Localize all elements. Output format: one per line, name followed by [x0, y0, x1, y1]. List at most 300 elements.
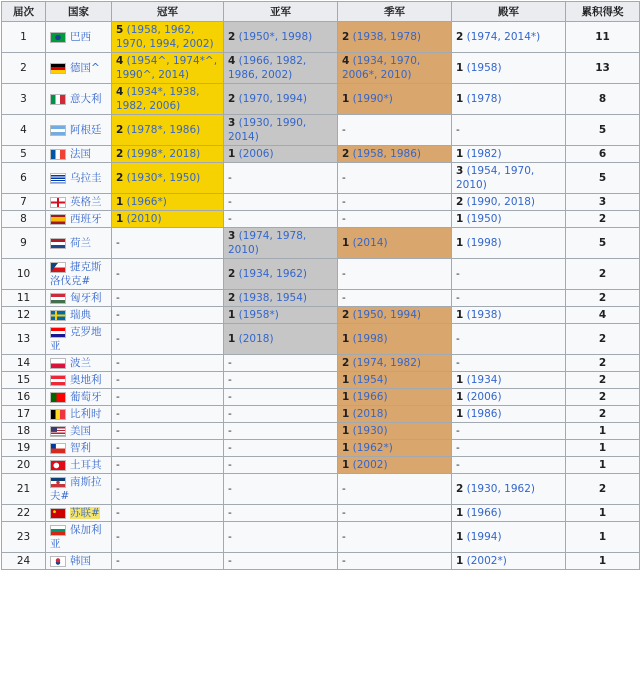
edition-number: 13	[16, 333, 31, 345]
champion-years[interactable]: (1954^, 1974*^, 1990^, 2014)	[116, 55, 218, 81]
country-link[interactable]: 克罗地亚	[50, 326, 102, 352]
argentina-flag-icon	[50, 125, 66, 136]
third-cell	[338, 146, 452, 163]
runner-up-years[interactable]: (1974, 1978, 2010)	[228, 230, 307, 256]
runner-up-empty: -	[228, 483, 232, 495]
edition-cell	[2, 372, 46, 389]
total-cell	[566, 163, 640, 194]
usa-flag-icon	[50, 426, 66, 437]
country-cell	[46, 355, 112, 372]
edition-number: 11	[16, 292, 31, 304]
runner-up-count: 2	[228, 93, 236, 105]
fourth-cell	[452, 22, 566, 53]
fourth-years[interactable]: (1930, 1962)	[466, 483, 535, 495]
champion-cell	[112, 553, 224, 570]
runner-up-cell	[224, 84, 338, 115]
fourth-years[interactable]: (1954, 1970, 2010)	[456, 165, 535, 191]
table-row	[2, 457, 640, 474]
fourth-cell	[452, 457, 566, 474]
runner-up-empty: -	[228, 555, 232, 567]
country-link[interactable]: 捷克斯洛伐克#	[50, 261, 102, 287]
third-cell	[338, 440, 452, 457]
country-cell	[46, 194, 112, 211]
header-runner-up[interactable]: 亚军	[224, 2, 338, 22]
country-link[interactable]: 英格兰	[70, 196, 102, 208]
fourth-count: 1	[456, 408, 464, 420]
third-years[interactable]: (1954)	[352, 374, 388, 386]
third-years[interactable]: (2002)	[352, 459, 388, 471]
runner-up-years[interactable]: (1938, 1954)	[238, 292, 307, 304]
portugal-flag-icon	[50, 392, 66, 403]
edition-number: 12	[16, 309, 31, 321]
header-champion[interactable]: 冠军	[112, 2, 224, 22]
country-cell	[46, 389, 112, 406]
country-link[interactable]: 保加利亚	[50, 524, 102, 550]
total-value: 2	[598, 357, 607, 369]
champion-empty: -	[116, 357, 120, 369]
country-link[interactable]: 意大利	[70, 93, 102, 105]
third-empty: -	[342, 507, 346, 519]
fourth-years[interactable]: (1974, 2014*)	[466, 31, 541, 43]
fourth-years[interactable]: (2002*)	[466, 555, 507, 567]
country-cell	[46, 406, 112, 423]
total-value: 8	[598, 93, 607, 105]
runner-up-years[interactable]: (1950*, 1998)	[238, 31, 313, 43]
runner-up-cell	[224, 307, 338, 324]
champion-cell	[112, 307, 224, 324]
turkey-flag-icon	[50, 460, 66, 471]
italy-flag-icon	[50, 94, 66, 105]
table-row	[2, 146, 640, 163]
table-row	[2, 423, 640, 440]
third-years[interactable]: (1958, 1986)	[352, 148, 421, 160]
edition-number: 3	[20, 93, 27, 105]
champion-years[interactable]: (1934*, 1938, 1982, 2006)	[116, 86, 200, 112]
edition-number: 4	[20, 124, 27, 136]
fourth-years[interactable]: (2006)	[466, 391, 502, 403]
total-cell	[566, 355, 640, 372]
country-cell	[46, 457, 112, 474]
total-value: 2	[598, 268, 607, 280]
fourth-years[interactable]: (1978)	[466, 93, 502, 105]
fourth-cell	[452, 324, 566, 355]
runner-up-empty: -	[228, 507, 232, 519]
header-total[interactable]: 累积得奖	[566, 2, 640, 22]
champion-cell	[112, 228, 224, 259]
runner-up-cell	[224, 423, 338, 440]
fourth-count: 1	[456, 555, 464, 567]
third-years[interactable]: (1966)	[352, 391, 388, 403]
runner-up-years[interactable]: (2018)	[238, 333, 274, 345]
champion-count: 5	[116, 24, 124, 36]
total-cell	[566, 22, 640, 53]
champion-cell	[112, 406, 224, 423]
total-cell	[566, 259, 640, 290]
france-flag-icon	[50, 149, 66, 160]
champion-cell	[112, 423, 224, 440]
fourth-empty: -	[456, 357, 460, 369]
third-cell	[338, 307, 452, 324]
uruguay-flag-icon	[50, 173, 66, 184]
total-cell	[566, 324, 640, 355]
champion-cell	[112, 440, 224, 457]
spain-flag-icon	[50, 214, 66, 225]
table-row	[2, 440, 640, 457]
champion-years[interactable]: (2010)	[126, 213, 162, 225]
champion-cell	[112, 194, 224, 211]
table-row	[2, 194, 640, 211]
total-cell	[566, 194, 640, 211]
runner-up-years[interactable]: (1966, 1982, 1986, 2002)	[228, 55, 307, 81]
fourth-count: 1	[456, 374, 464, 386]
champion-count: 1	[116, 196, 124, 208]
champion-cell	[112, 290, 224, 307]
third-cell	[338, 84, 452, 115]
edition-number: 24	[16, 555, 31, 567]
country-link[interactable]: 美国	[70, 425, 91, 437]
country-cell	[46, 474, 112, 505]
edition-number: 2	[20, 62, 27, 74]
edition-number: 5	[20, 148, 27, 160]
runner-up-cell	[224, 53, 338, 84]
country-link[interactable]: 匈牙利	[70, 292, 102, 304]
champion-cell	[112, 259, 224, 290]
edition-cell	[2, 553, 46, 570]
edition-cell	[2, 211, 46, 228]
country-cell	[46, 522, 112, 553]
champion-cell	[112, 53, 224, 84]
country-cell	[46, 505, 112, 522]
fourth-cell	[452, 194, 566, 211]
champion-cell	[112, 505, 224, 522]
total-value: 2	[598, 408, 607, 420]
country-cell	[46, 84, 112, 115]
fourth-count: 1	[456, 531, 464, 543]
fourth-cell	[452, 553, 566, 570]
total-value: 2	[598, 483, 607, 495]
country-link[interactable]: 南斯拉夫#	[50, 476, 102, 502]
total-cell	[566, 228, 640, 259]
total-value: 2	[598, 213, 607, 225]
country-link[interactable]: 阿根廷	[70, 124, 102, 136]
runner-up-count: 2	[228, 292, 236, 304]
third-years[interactable]: (1950, 1994)	[352, 309, 421, 321]
fourth-years[interactable]: (1934)	[466, 374, 502, 386]
edition-cell	[2, 457, 46, 474]
champion-empty: -	[116, 507, 120, 519]
third-count: 1	[342, 408, 350, 420]
fourth-empty: -	[456, 268, 460, 280]
chile-flag-icon	[50, 443, 66, 454]
third-years[interactable]: (1962*)	[352, 442, 393, 454]
third-empty: -	[342, 555, 346, 567]
champion-count: 2	[116, 172, 124, 184]
third-cell	[338, 423, 452, 440]
bulgaria-flag-icon	[50, 525, 66, 536]
country-cell	[46, 22, 112, 53]
sweden-flag-icon	[50, 310, 66, 321]
country-cell	[46, 372, 112, 389]
edition-number: 10	[16, 268, 31, 280]
edition-cell	[2, 84, 46, 115]
edition-cell	[2, 228, 46, 259]
total-value: 1	[598, 531, 607, 543]
table-row	[2, 84, 640, 115]
runner-up-years[interactable]: (1970, 1994)	[238, 93, 307, 105]
fourth-cell	[452, 290, 566, 307]
champion-cell	[112, 457, 224, 474]
edition-number: 9	[20, 237, 27, 249]
fourth-count: 2	[456, 196, 464, 208]
country-link[interactable]: 荷兰	[70, 237, 91, 249]
fourth-count: 1	[456, 62, 464, 74]
third-years[interactable]: (1938, 1978)	[352, 31, 421, 43]
table-row	[2, 115, 640, 146]
third-cell	[338, 115, 452, 146]
third-cell	[338, 259, 452, 290]
fourth-years[interactable]: (1958)	[466, 62, 502, 74]
fourth-cell	[452, 406, 566, 423]
third-count: 4	[342, 55, 350, 67]
table-row	[2, 505, 640, 522]
country-link[interactable]: 奥地利	[70, 374, 102, 386]
champion-empty: -	[116, 309, 120, 321]
runner-up-empty: -	[228, 213, 232, 225]
runner-up-years[interactable]: (2006)	[238, 148, 274, 160]
total-value: 2	[598, 374, 607, 386]
country-cell	[46, 553, 112, 570]
third-years[interactable]: (1934, 1970, 2006*, 2010)	[342, 55, 421, 81]
fourth-empty: -	[456, 459, 460, 471]
runner-up-cell	[224, 355, 338, 372]
champion-cell	[112, 22, 224, 53]
edition-cell	[2, 440, 46, 457]
third-years[interactable]: (2014)	[352, 237, 388, 249]
fourth-cell	[452, 228, 566, 259]
country-link[interactable]: 葡萄牙	[70, 391, 102, 403]
country-link[interactable]: 土耳其	[70, 459, 102, 471]
edition-number: 19	[16, 442, 31, 454]
runner-up-empty: -	[228, 391, 232, 403]
runner-up-years[interactable]: (1930, 1990, 2014)	[228, 117, 307, 143]
runner-up-count: 3	[228, 230, 236, 242]
runner-up-empty: -	[228, 374, 232, 386]
total-value: 2	[598, 391, 607, 403]
fourth-years[interactable]: (1938)	[466, 309, 502, 321]
header-fourth[interactable]: 殿军	[452, 2, 566, 22]
fourth-years[interactable]: (1982)	[466, 148, 502, 160]
yugoslavia-flag-icon	[50, 477, 66, 488]
runner-up-count: 1	[228, 333, 236, 345]
country-cell	[46, 423, 112, 440]
third-empty: -	[342, 213, 346, 225]
fourth-count: 1	[456, 148, 464, 160]
header-country[interactable]: 国家	[46, 2, 112, 22]
champion-empty: -	[116, 237, 120, 249]
fourth-count: 1	[456, 213, 464, 225]
fourth-empty: -	[456, 442, 460, 454]
fourth-count: 2	[456, 31, 464, 43]
total-cell	[566, 505, 640, 522]
runner-up-count: 1	[228, 309, 236, 321]
third-years[interactable]: (1974, 1982)	[352, 357, 421, 369]
third-cell	[338, 355, 452, 372]
header-edition[interactable]: 届次	[2, 2, 46, 22]
edition-number: 20	[16, 459, 31, 471]
country-link[interactable]: 智利	[70, 442, 91, 454]
runner-up-count: 3	[228, 117, 236, 129]
edition-cell	[2, 163, 46, 194]
runner-up-count: 4	[228, 55, 236, 67]
champion-cell	[112, 84, 224, 115]
table-row	[2, 259, 640, 290]
fourth-years[interactable]: (1950)	[466, 213, 502, 225]
runner-up-empty: -	[228, 442, 232, 454]
third-count: 1	[342, 459, 350, 471]
champion-count: 1	[116, 213, 124, 225]
champion-empty: -	[116, 555, 120, 567]
total-value: 11	[595, 31, 610, 43]
champion-cell	[112, 163, 224, 194]
edition-cell	[2, 146, 46, 163]
country-cell	[46, 307, 112, 324]
country-link[interactable]: 波兰	[70, 357, 91, 369]
champion-cell	[112, 355, 224, 372]
edition-number: 17	[16, 408, 31, 420]
total-cell	[566, 440, 640, 457]
champion-empty: -	[116, 408, 120, 420]
third-empty: -	[342, 292, 346, 304]
third-cell	[338, 194, 452, 211]
champion-cell	[112, 372, 224, 389]
fourth-years[interactable]: (1990, 2018)	[466, 196, 535, 208]
croatia-flag-icon	[50, 327, 66, 338]
poland-flag-icon	[50, 358, 66, 369]
country-link[interactable]: 巴西	[70, 31, 91, 43]
runner-up-cell	[224, 211, 338, 228]
champion-count: 2	[116, 124, 124, 136]
runner-up-cell	[224, 457, 338, 474]
table-row	[2, 324, 640, 355]
fourth-years[interactable]: (1998)	[466, 237, 502, 249]
champion-empty: -	[116, 268, 120, 280]
edition-number: 22	[16, 507, 31, 519]
runner-up-cell	[224, 389, 338, 406]
runner-up-years[interactable]: (1958*)	[238, 309, 279, 321]
edition-cell	[2, 53, 46, 84]
country-cell	[46, 163, 112, 194]
country-link[interactable]: 西班牙	[70, 213, 102, 225]
country-link[interactable]: 德国^	[70, 62, 100, 74]
header-third[interactable]: 季军	[338, 2, 452, 22]
third-count: 1	[342, 391, 350, 403]
country-link[interactable]: 乌拉圭	[70, 172, 102, 184]
table-row	[2, 522, 640, 553]
country-link[interactable]: 苏联#	[70, 507, 100, 519]
champion-years[interactable]: (1966*)	[126, 196, 167, 208]
third-years[interactable]: (2018)	[352, 408, 388, 420]
fourth-cell	[452, 84, 566, 115]
edition-number: 1	[20, 31, 27, 43]
champion-count: 4	[116, 55, 124, 67]
edition-number: 15	[16, 374, 31, 386]
edition-cell	[2, 522, 46, 553]
country-cell	[46, 211, 112, 228]
table-row	[2, 406, 640, 423]
champion-years[interactable]: (1998*, 2018)	[126, 148, 201, 160]
country-link[interactable]: 韩国	[70, 555, 91, 567]
fourth-empty: -	[456, 124, 460, 136]
runner-up-years[interactable]: (1934, 1962)	[238, 268, 307, 280]
table-row	[2, 474, 640, 505]
country-link[interactable]: 比利时	[70, 408, 102, 420]
total-value: 2	[598, 292, 607, 304]
total-value: 3	[598, 196, 607, 208]
third-cell	[338, 505, 452, 522]
fourth-cell	[452, 440, 566, 457]
fourth-cell	[452, 163, 566, 194]
third-count: 2	[342, 357, 350, 369]
runner-up-cell	[224, 474, 338, 505]
third-cell	[338, 211, 452, 228]
fourth-count: 1	[456, 391, 464, 403]
total-value: 13	[595, 62, 610, 74]
fourth-count: 1	[456, 93, 464, 105]
champion-years[interactable]: (1958, 1962, 1970, 1994, 2002)	[116, 24, 214, 50]
fourth-cell	[452, 423, 566, 440]
table-row	[2, 307, 640, 324]
fourth-empty: -	[456, 333, 460, 345]
third-cell	[338, 290, 452, 307]
edition-number: 14	[16, 357, 31, 369]
runner-up-count: 2	[228, 268, 236, 280]
third-count: 2	[342, 309, 350, 321]
fourth-count: 1	[456, 507, 464, 519]
third-cell	[338, 553, 452, 570]
fourth-years[interactable]: (1986)	[466, 408, 502, 420]
champion-empty: -	[116, 483, 120, 495]
country-cell	[46, 324, 112, 355]
south-korea-flag-icon	[50, 556, 66, 567]
runner-up-cell	[224, 290, 338, 307]
champion-years[interactable]: (1978*, 1986)	[126, 124, 201, 136]
table-row	[2, 228, 640, 259]
third-years[interactable]: (1990*)	[352, 93, 393, 105]
fourth-years[interactable]: (1966)	[466, 507, 502, 519]
champion-cell	[112, 522, 224, 553]
runner-up-cell	[224, 163, 338, 194]
third-years[interactable]: (1930)	[352, 425, 388, 437]
austria-flag-icon	[50, 375, 66, 386]
table-row	[2, 372, 640, 389]
runner-up-empty: -	[228, 357, 232, 369]
edition-cell	[2, 505, 46, 522]
fourth-years[interactable]: (1994)	[466, 531, 502, 543]
third-years[interactable]: (1998)	[352, 333, 388, 345]
edition-cell	[2, 406, 46, 423]
champion-years[interactable]: (1930*, 1950)	[126, 172, 201, 184]
country-cell	[46, 228, 112, 259]
table-row	[2, 389, 640, 406]
country-link[interactable]: 瑞典	[70, 309, 91, 321]
champion-cell	[112, 211, 224, 228]
ussr-flag-icon	[50, 508, 66, 519]
third-count: 2	[342, 31, 350, 43]
third-cell	[338, 53, 452, 84]
fourth-cell	[452, 372, 566, 389]
country-link[interactable]: 法国	[70, 148, 91, 160]
edition-cell	[2, 389, 46, 406]
